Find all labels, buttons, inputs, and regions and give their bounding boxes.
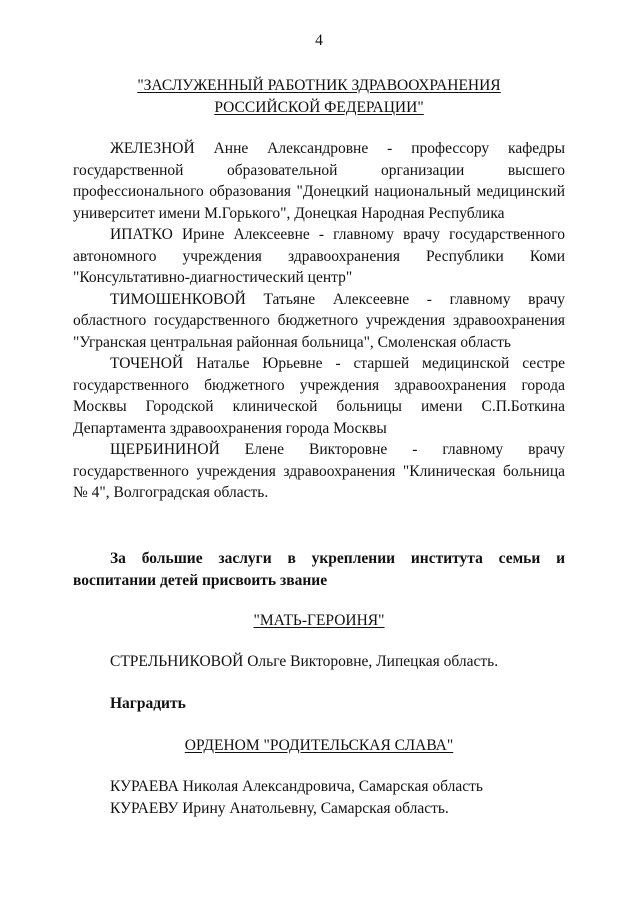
honoree-entry: ЖЕЛЕЗНОЙ Анне Александровне - профессору кафедры государственной образовательной организации высшего профессионального образования "Донецкий национальный медицинский университет имени М.Горького", Донецкая Народная Республика — [73, 140, 565, 222]
section-title-mother-heroine — [73, 610, 565, 632]
mother-heroine-recipient: СТРЕЛЬНИКОВОЙ Ольге Викторовне, Липецкая область. — [110, 653, 499, 670]
honoree-entry: ЩЕРБИНИНОЙ Елене Викторовне - главному врачу государственного учреждения здравоохранения "Клиническая больница № 4", Волгоградская область. — [73, 441, 565, 501]
decree-text: За большие заслуги в укреплении института семьи и воспитании детей присвоить звание — [73, 550, 565, 589]
parental-glory-recipients — [110, 776, 565, 819]
document-page — [73, 0, 565, 905]
award-label: Наградить — [110, 695, 186, 712]
section-title-line-1: "ЗАСЛУЖЕННЫЙ РАБОТНИК ЗДРАВООХРАНЕНИЯ — [137, 77, 501, 94]
mother-heroine-title: "МАТЬ-ГЕРОИНЯ" — [253, 612, 385, 629]
honoree-entry: ИПАТКО Ирине Алексеевне - главному врачу государственного автономного учреждения здравоохранения Республики Коми "Консультативно-диагностический центр" — [73, 226, 565, 286]
page-number: 4 — [315, 32, 323, 49]
honoree-entry: ТОЧЕНОЙ Наталье Юрьевне - старшей медицинской сестре государственного бюджетного учреждения здравоохранения города Москвы Городской клинической больницы имени С.П.Боткина Департамента здравоохранения города Москвы — [73, 355, 565, 437]
parental-glory-title: ОРДЕНОМ "РОДИТЕЛЬСКАЯ СЛАВА" — [184, 737, 454, 754]
section-title-parental-glory-order — [73, 735, 565, 757]
section-title-line-2: РОССИЙСКОЙ ФЕДЕРАЦИИ" — [214, 98, 424, 116]
recipient-line: КУРАЕВА Николая Александровича, Самарская область — [110, 778, 483, 795]
honoree-list — [73, 138, 565, 504]
honoree-entry: ТИМОШЕНКОВОЙ Татьяне Алексеевне - главному врачу областного государственного бюджетного учреждения здравоохранения "Угранская центральная районная больница", Смоленская область — [73, 290, 565, 351]
recipient-line: КУРАЕВУ Ирину Анатольевну, Самарская область. — [110, 799, 449, 817]
section-title-honored-health-worker — [73, 75, 565, 118]
